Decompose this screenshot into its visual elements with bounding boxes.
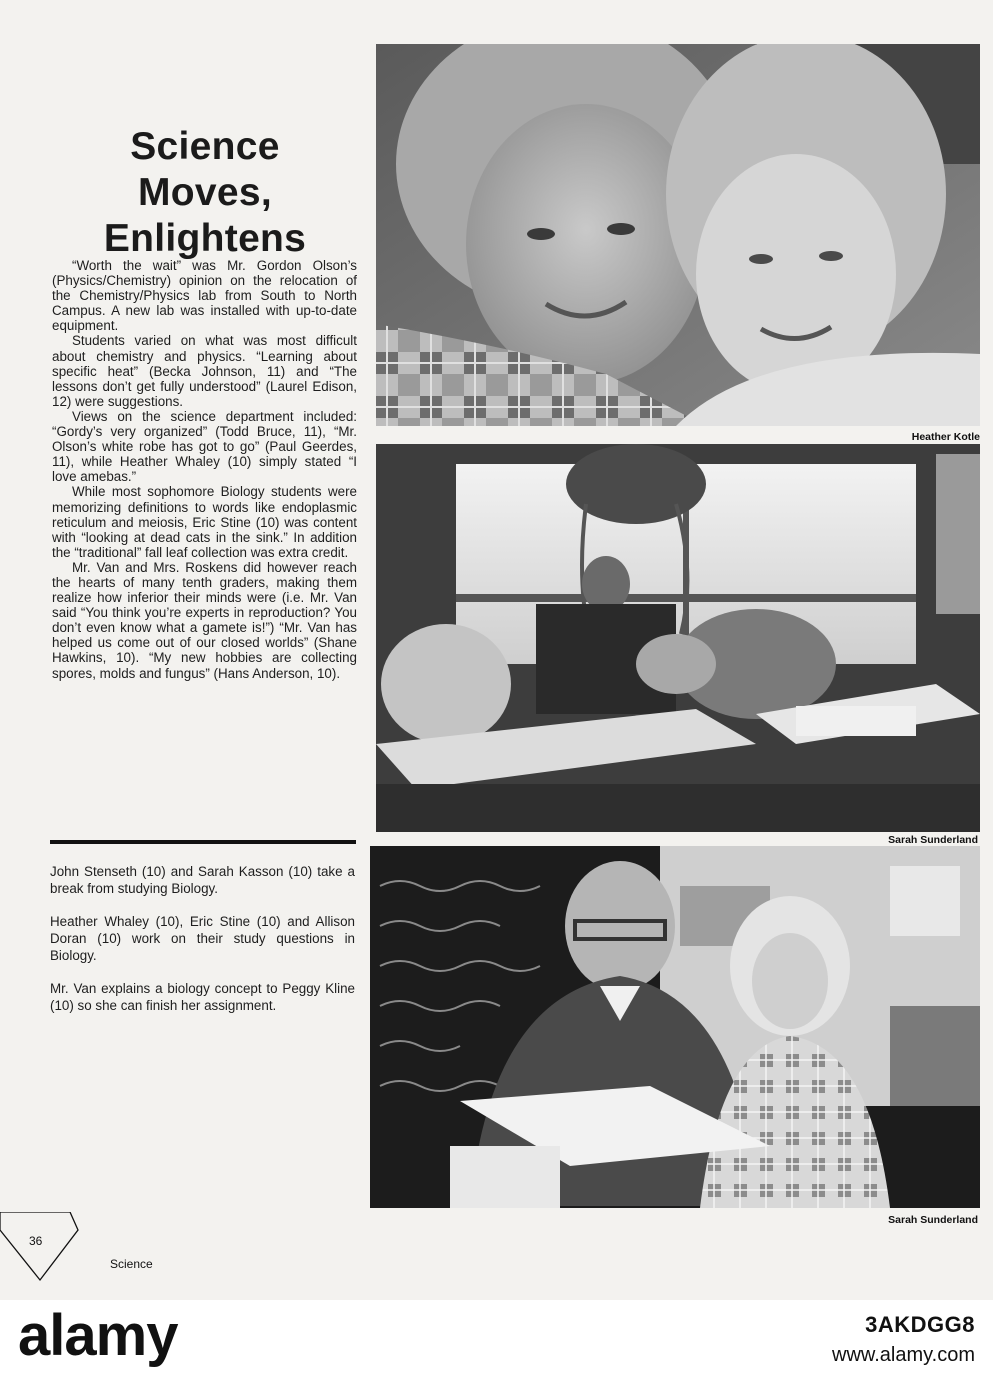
article-title (60, 124, 350, 262)
article-paragraph: Views on the science department included: “Gordy’s very organized” (Todd Bruce, 11), “Mr. Olson’s white robe has got to go” (Paul Geerdes, 11), while Heather Whaley (10) simply stated “I love amebas.” (52, 408, 357, 485)
photo-credit-2: Sarah Sunderland (888, 834, 978, 846)
article-paragraph: While most sophomore Biology students were memorizing definitions to words like endoplasmic reticulum and meiosis, Eric Stine (10) was content with “looking at dead cats in the sink.” In addition the “traditional” fall leaf collection was extra credit. (52, 484, 357, 560)
title-line: Science (130, 125, 280, 169)
caption-2: Heather Whaley (10), Eric Stine (10) and Allison Doran (10) work on their study questions in Biology. (50, 914, 355, 963)
photo-credit-1: Heather Kotle (911, 431, 980, 443)
photo-teacher-student-image (370, 846, 980, 1208)
article-paragraph: “Worth the wait” was Mr. Gordon Olson’s (Physics/Chemistry) opinion on the relocation of the Chemistry/Physics lab from South to North Campus. A new lab was installed with up-to-date equipment. (52, 258, 357, 334)
caption-1: John Stenseth (10) and Sarah Kasson (10) take a break from studying Biology. (50, 864, 355, 896)
photo-classroom (376, 444, 980, 832)
article-paragraph: Students varied on what was most difficult about chemistry and physics. “Learning about specific heat” (Becka Johnson, 11) and “The lessons don’t get fully understood” (Laurel Edison, 12) were suggestions. (52, 333, 357, 409)
alamy-logo: alamy (18, 1303, 178, 1368)
title-line: Enlightens (103, 217, 307, 261)
divider-rule (50, 840, 356, 844)
image-id: 3AKDGG8 (865, 1312, 975, 1337)
page-number: 36 (29, 1234, 43, 1248)
photo-teacher-student (370, 846, 980, 1208)
photo-captions (50, 863, 355, 1030)
title-line: Moves, (137, 171, 272, 215)
watermark-footer (0, 1300, 993, 1390)
photo-credit-3: Sarah Sunderland (888, 1214, 978, 1226)
photo-students-portrait-image (376, 44, 980, 426)
caption-3: Mr. Van explains a biology concept to Peggy Kline (10) so she can finish her assignment. (50, 981, 355, 1013)
alamy-url: www.alamy.com (832, 1344, 975, 1366)
photo-students-portrait (376, 44, 980, 426)
photo-classroom-image (376, 444, 980, 832)
article-paragraph: Mr. Van and Mrs. Roskens did however reach the hearts of many tenth graders, making them realize how inferior their minds were (i.e. Mr. Van said “You think you’re experts in reproduction? You don’t even know what a gamete is!”) “Mr. Van has helped us come out of our closed worlds” (Shane Hawkins, 10). “My new hobbies are collecting spores, molds and fungus” (Hans Anderson, 10). (52, 559, 357, 681)
article-body (52, 258, 357, 681)
section-label: Science (110, 1257, 153, 1271)
